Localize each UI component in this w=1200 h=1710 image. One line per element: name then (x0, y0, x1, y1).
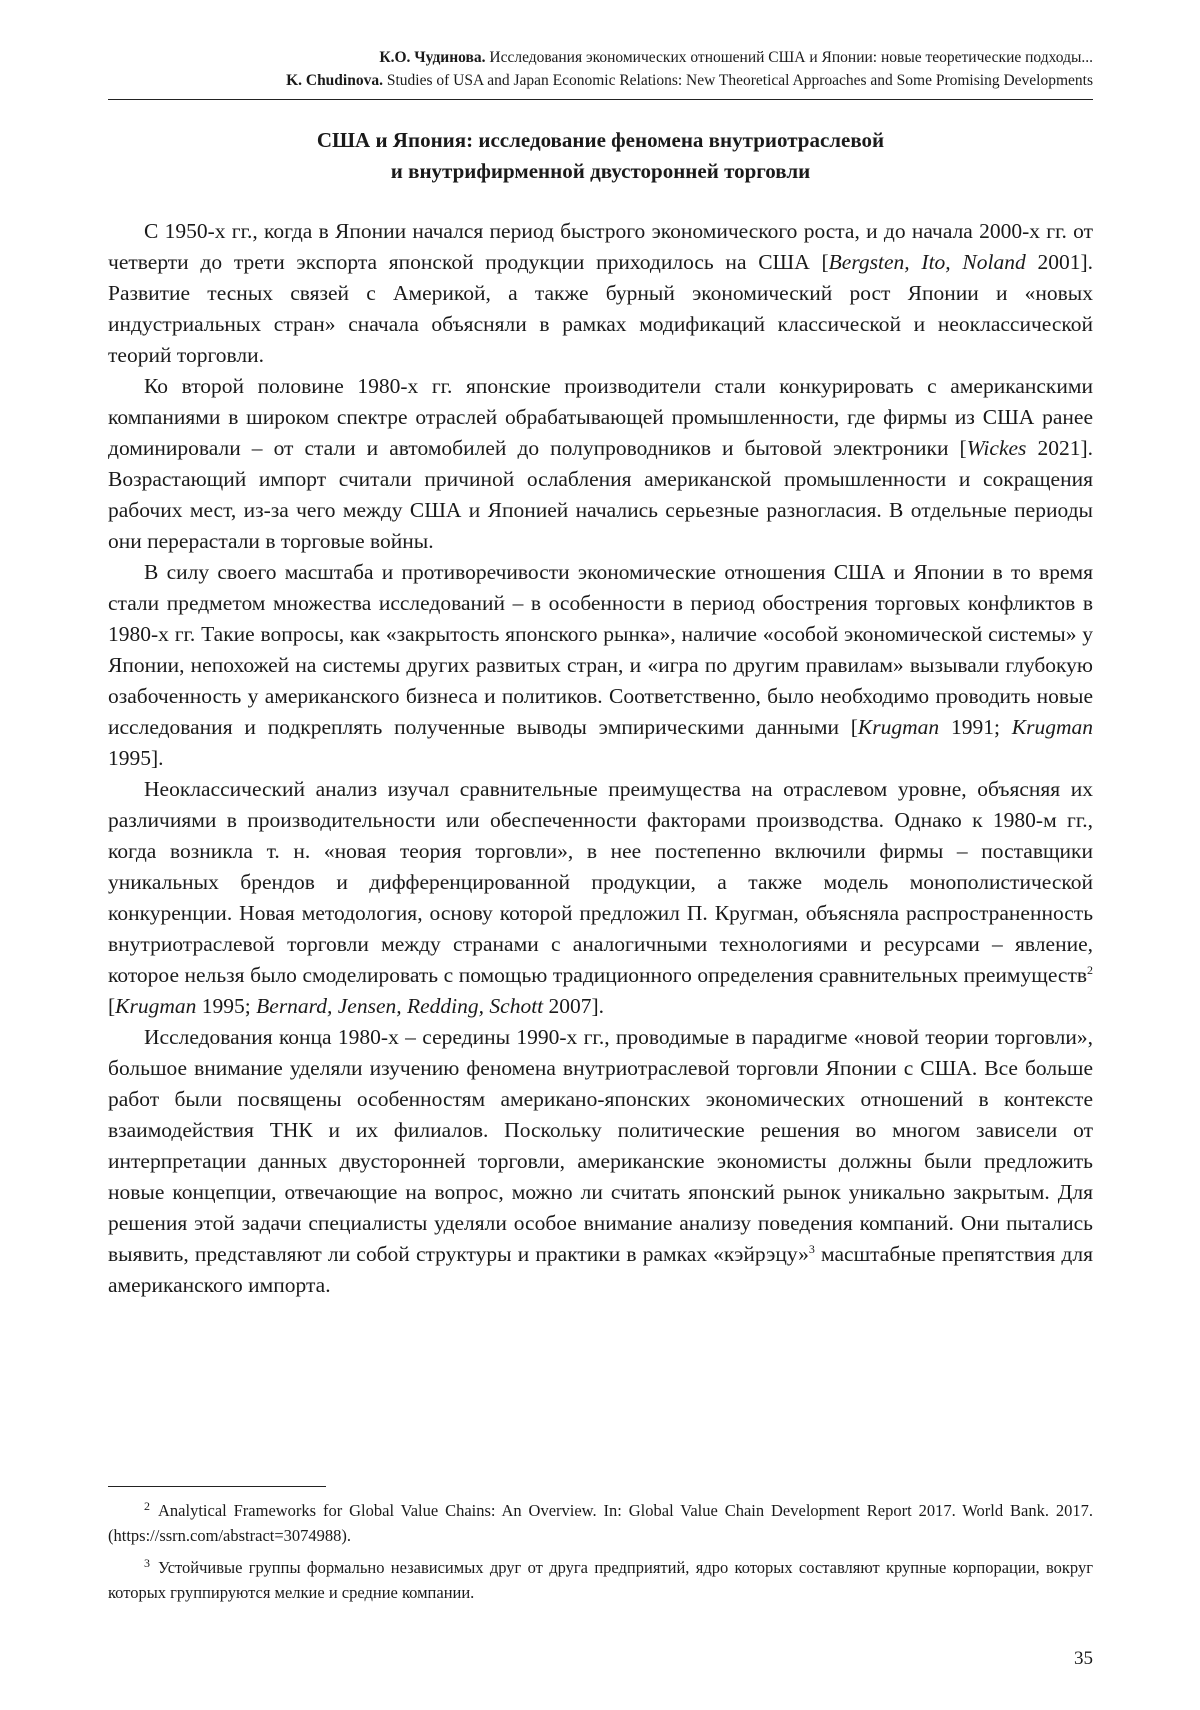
citation-author: Krugman (857, 715, 940, 739)
paragraph-5 (108, 1022, 1093, 1301)
paragraph-text: [ (108, 994, 116, 1018)
paragraph-2 (108, 371, 1093, 557)
section-title-line-2: и внутрифирменной двусторонней торговли (390, 159, 811, 183)
paragraph-text: С 1950-х гг., когда в Японии начался период быстрого экономического роста, и до начала 2000-х гг. от четверти до трети экспорта японской продукции приходилось на США [ (108, 219, 1093, 274)
running-header (108, 46, 1093, 92)
paragraph-text: 2001]. Развитие тесных связей с Америкой, а также бурный экономический рост Японии и «новых индустриальных стран» сначала объясняли в рамках модификаций классической и неоклассической теорий торговли. (108, 250, 1093, 367)
citation-author: Bernard, Jensen, Redding, Schott (256, 994, 544, 1018)
section-title-line-1: США и Япония: исследование феномена внутриотраслевой (316, 128, 885, 152)
body-text (108, 216, 1093, 1301)
paragraph-1 (108, 216, 1093, 371)
section-title (108, 125, 1093, 187)
footnote-text: Устойчивые группы формально независимых друг от друга предприятий, ядро которых составляют крупные корпорации, вокруг которых группируются мелкие и средние компании. (108, 1558, 1093, 1602)
page-number: 35 (1074, 1648, 1093, 1669)
paragraph-4 (108, 774, 1093, 1022)
header-en-author: K. Chudinova. (286, 72, 383, 89)
paragraph-text: В силу своего масштаба и противоречивости экономические отношения США и Японии в то время стали предметом множества исследований – в особенности в период обострения торговых конфликтов в 1980-х гг. Такие вопросы, как «закрытость японского рынка», наличие «особой экономической системы» у Японии, непохожей на системы других развитых стран, и «игра по другим правилам» вызывали глубокую озабоченность у американского бизнеса и политиков. Соответственно, было необходимо проводить новые исследования и подкреплять полученные выводы эмпирическими данными [ (108, 560, 1093, 739)
footnote-3 (108, 1555, 1093, 1605)
paragraph-3 (108, 557, 1093, 774)
header-ru-title: Исследования экономических отношений США и Японии: новые теоретические подходы... (489, 49, 1093, 66)
paragraph-text: 2021]. Возрастающий импорт считали причиной ослабления американской промышленности и сокращения рабочих мест, из-за чего между США и Японией начались серьезные разногласия. В отдельные периоды они перерастали в торговые войны. (108, 436, 1093, 553)
footnote-number: 3 (144, 1555, 150, 1570)
running-header-en (108, 69, 1093, 92)
paragraph-text: Неоклассический анализ изучал сравнительные преимущества на отраслевом уровне, объясняя их различиями в производительности или обеспеченности факторами производства. Однако к 1980-м гг., когда возникла т. н. «новая теория торговли», в нее постепенно включили фирмы – поставщики уникальных брендов и дифференцированной продукции, а также модель монополистической конкуренции. Новая методология, основу которой предложил П. Кругман, объясняла распространенность внутриотраслевой торговли между странами с аналогичными технологиями и ресурсами – явление, которое нельзя было смоделировать с помощью традиционного определения сравнительных преимуществ (108, 777, 1093, 987)
paragraph-text: масштабные препятствия для американского импорта. (108, 1242, 1093, 1297)
paragraph-text: 2007]. (543, 994, 605, 1018)
citation-author: Krugman (115, 994, 197, 1018)
footnote-2 (108, 1498, 1093, 1548)
paragraph-text: 1991; (939, 715, 1012, 739)
footnote-text: Analytical Frameworks for Global Value Chains: An Overview. In: Global Value Chain Development Report 2017. World Bank. 2017. (https://ssrn.com/abstract=3074988). (108, 1501, 1093, 1545)
citation-author: Krugman (1011, 715, 1093, 739)
paragraph-text: Исследования конца 1980-х – середины 1990-х гг., проводимые в парадигме «новой теории торговли», большое внимание уделяли изучению феномена внутриотраслевой торговли Японии с США. Все больше работ были посвящены особенностям американо-японских экономических отношений в контексте взаимодействия ТНК и их филиалов. Поскольку политические решения во многом зависели от интерпретации данных двусторонней торговли, американские экономисты должны были предложить новые концепции, отвечающие на вопрос, можно ли считать японский рынок уникально закрытым. Для решения этой задачи специалисты уделяли особое внимание анализу поведения компаний. Они пытались выявить, представляют ли собой структуры и практики в рамках «кэйрэцу» (108, 1025, 1093, 1266)
citation-author: Wickes (966, 436, 1027, 460)
citation-author: Bergsten, Ito, Noland (828, 250, 1026, 274)
paragraph-text: 1995]. (108, 746, 164, 770)
running-header-ru (108, 46, 1093, 69)
footnote-ref-3[interactable]: 3 (808, 1241, 815, 1256)
header-ru-author: К.О. Чудинова. (379, 49, 486, 66)
footnote-ref-2[interactable]: 2 (1087, 962, 1093, 977)
header-en-title: Studies of USA and Japan Economic Relations: New Theoretical Approaches and Some Promising Developments (386, 72, 1093, 89)
footnotes (108, 1498, 1093, 1612)
footnote-number: 2 (144, 1498, 150, 1513)
paragraph-text: 1995; (196, 994, 257, 1018)
paragraph-text: Ко второй половине 1980-х гг. японские производители стали конкурировать с американскими компаниями в широком спектре отраслей обрабатывающей промышленности, где фирмы из США ранее доминировали – от стали и автомобилей до полупроводников и бытовой электроники [ (108, 374, 1093, 460)
header-rule (108, 99, 1093, 100)
footnote-rule (108, 1486, 326, 1487)
